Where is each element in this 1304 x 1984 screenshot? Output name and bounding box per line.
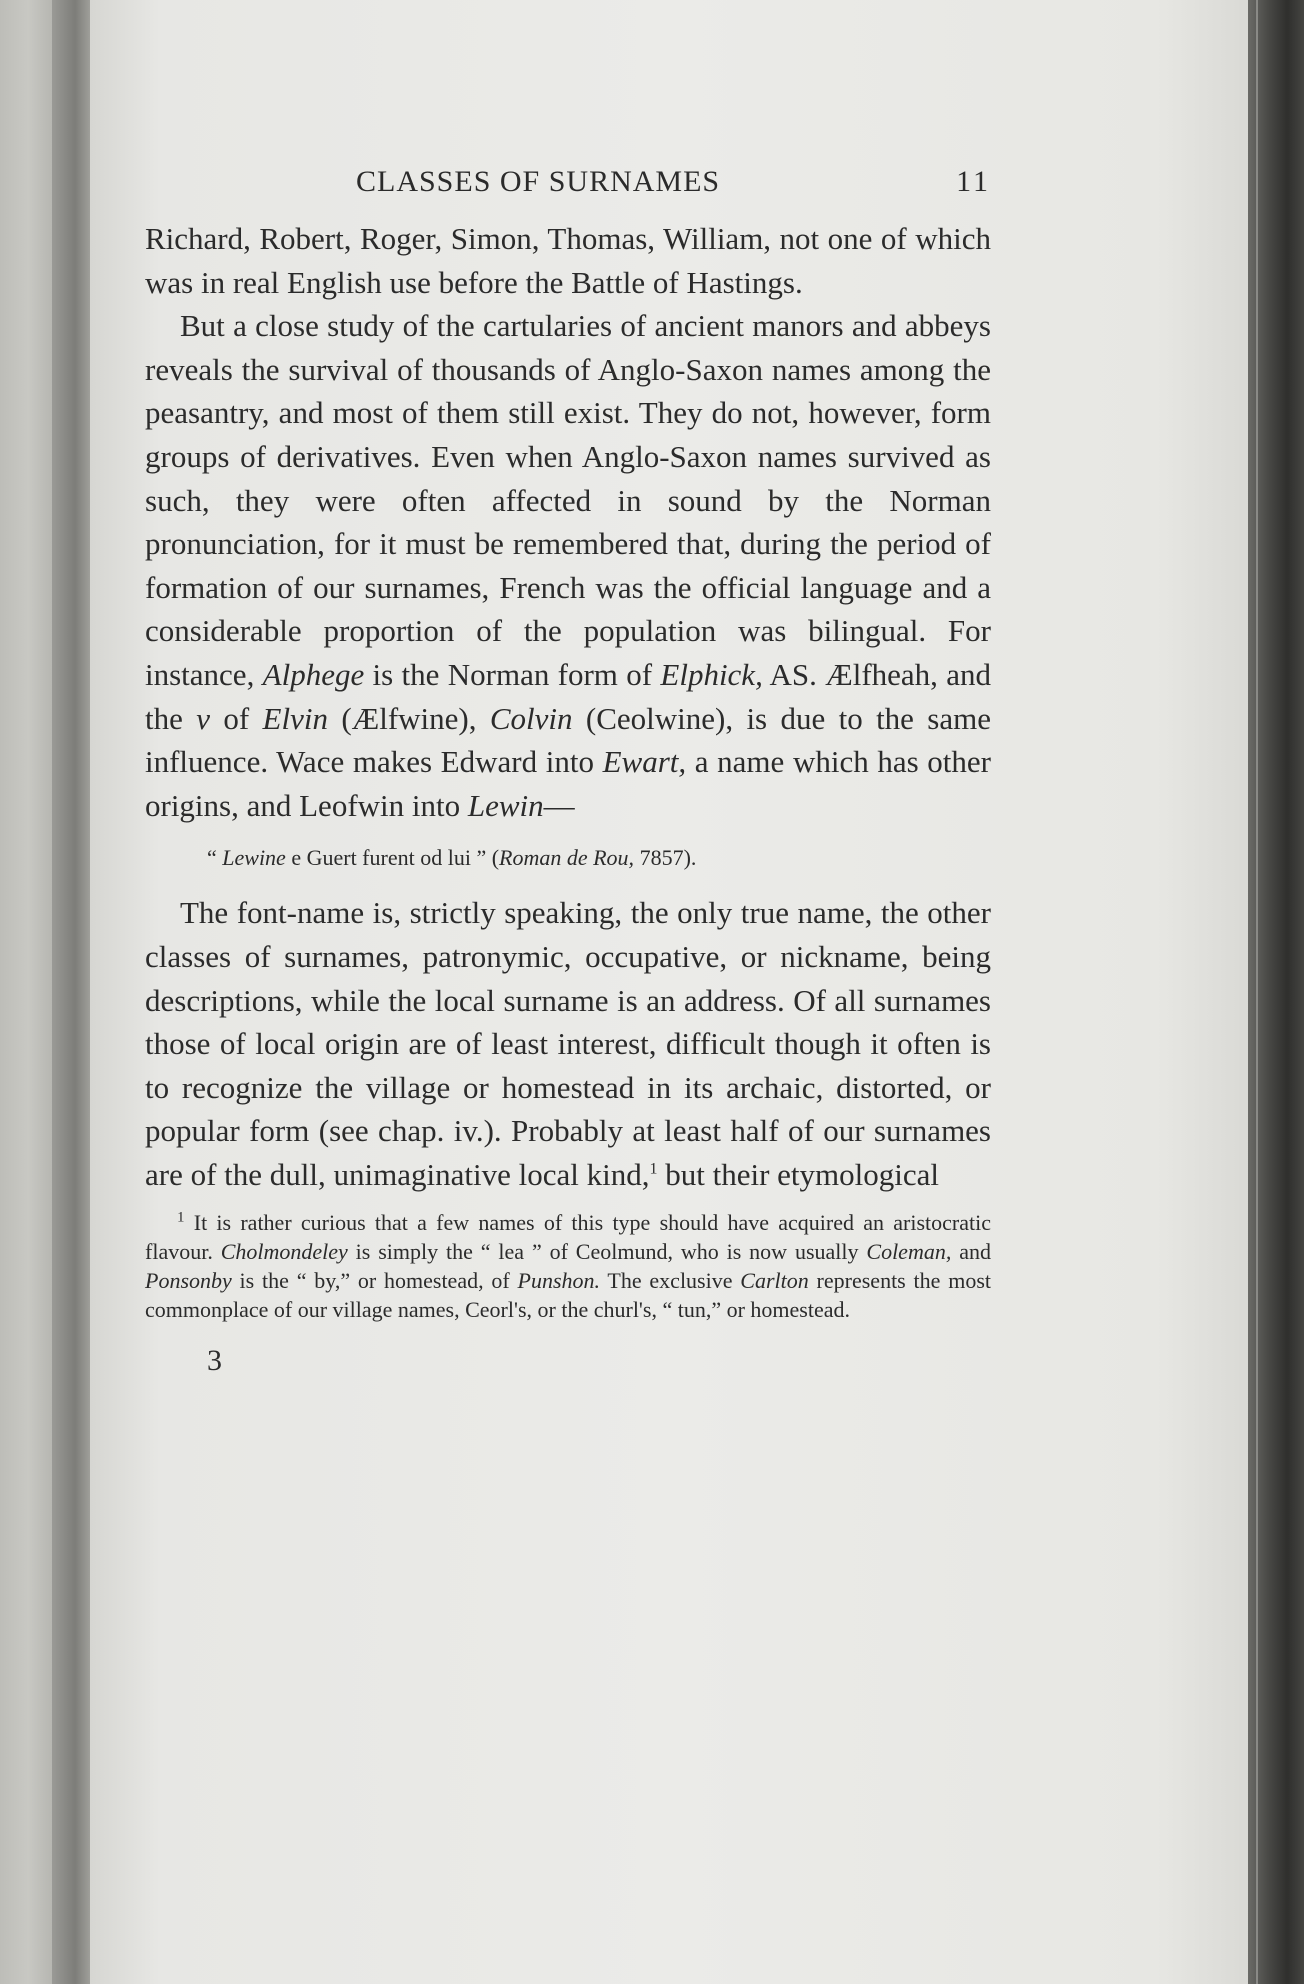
text-run: Richard, Robert, Roger, Simon, Thomas, William, not one of which was in real English use before the Battle of Hastings.	[145, 221, 991, 300]
book-gutter	[52, 0, 94, 1984]
text-run: The exclusive	[600, 1268, 741, 1294]
text-run: of	[210, 700, 263, 736]
text-run: (Ælfwine),	[327, 700, 490, 736]
paragraph	[145, 304, 991, 827]
text-run: is the “ by,” or homestead, of	[231, 1268, 518, 1294]
text-run: and	[951, 1239, 991, 1265]
footnote-reference: 1	[649, 1160, 658, 1178]
italic-run: Coleman,	[866, 1239, 952, 1265]
text-block	[145, 155, 991, 1378]
text-run: 7857).	[634, 845, 697, 871]
text-run: represents the most commonplace of our village names, Ceorl's, or the churl's, “ tun,” or homestead.	[145, 1268, 991, 1323]
running-title: CLASSES OF SURNAMES	[356, 165, 721, 198]
italic-run: Colvin	[489, 700, 573, 736]
page-number: 11	[956, 165, 991, 198]
italic-run: Roman de Rou,	[499, 845, 635, 871]
italic-run: Punshon.	[517, 1268, 601, 1294]
text-run: It is rather curious that a few names of this type should have acquired an aristocratic flavour.	[145, 1210, 991, 1265]
paragraph	[145, 891, 991, 1196]
footnote	[145, 1208, 991, 1324]
footnote-text	[145, 1210, 991, 1322]
paragraph	[145, 217, 991, 304]
verse-quotation	[207, 843, 991, 873]
text-run: —	[543, 787, 575, 823]
body-text	[145, 217, 991, 1196]
running-head	[145, 155, 991, 217]
text-run: But a close study of the cartularies of ancient manors and abbeys reveals the survival of thousands of Anglo-Saxon names among the peasantry, and most of them still exist. They do not, however, form groups of derivatives. Even when Anglo-Saxon names survived as such, they were often affected in sound by the Norman pronunciation, for it must be remembered that, during the period of formation of our surnames, French was the official language and a considerable proportion of the population was bilingual. For instance,	[145, 308, 991, 692]
text-run: is simply the “ lea ” of Ceolmund, who is now usually	[347, 1239, 867, 1265]
text-run: The font-name is, strictly speaking, the only true name, the other classes of surnames, patronymic, occupative, or nickname, being descriptions, while the local surname is an address. Of all surnames those of local origin are of least interest, difficult though it often is to recognize the village or homestead in its archaic, distorted, or popular form (see chap. iv.). Probably at least half of our surnames are of the dull, unimaginative local kind,	[145, 895, 991, 1192]
text-run: AS. Ælfheah, and the	[145, 656, 991, 736]
italic-run: Alphege	[262, 656, 365, 692]
italic-run: Carlton	[740, 1268, 809, 1294]
text-run: (Ceolwine), is due to the same influence. Wace makes Edward into	[145, 700, 991, 780]
italic-run: Lewine	[222, 845, 286, 871]
text-run: a name which has other origins, and Leofwin into	[145, 744, 991, 823]
text-run: but their etymological	[657, 1156, 939, 1192]
italic-run: Ewart,	[602, 744, 687, 780]
signature-mark: 3	[207, 1344, 222, 1378]
italic-run: Ponsonby	[145, 1268, 232, 1294]
italic-run: Elvin	[262, 700, 328, 736]
italic-run: v	[196, 700, 210, 736]
footnote-marker: 1	[177, 1210, 185, 1227]
text-run: e Guert furent od lui ” (	[285, 845, 500, 871]
text-run: is the Norman form of	[364, 656, 661, 692]
italic-run: Cholmondeley	[220, 1239, 348, 1265]
text-run: “	[207, 845, 223, 871]
italic-run: Elphick,	[660, 656, 763, 692]
italic-run: Lewin	[467, 787, 544, 823]
book-fore-edge	[1248, 0, 1304, 1984]
